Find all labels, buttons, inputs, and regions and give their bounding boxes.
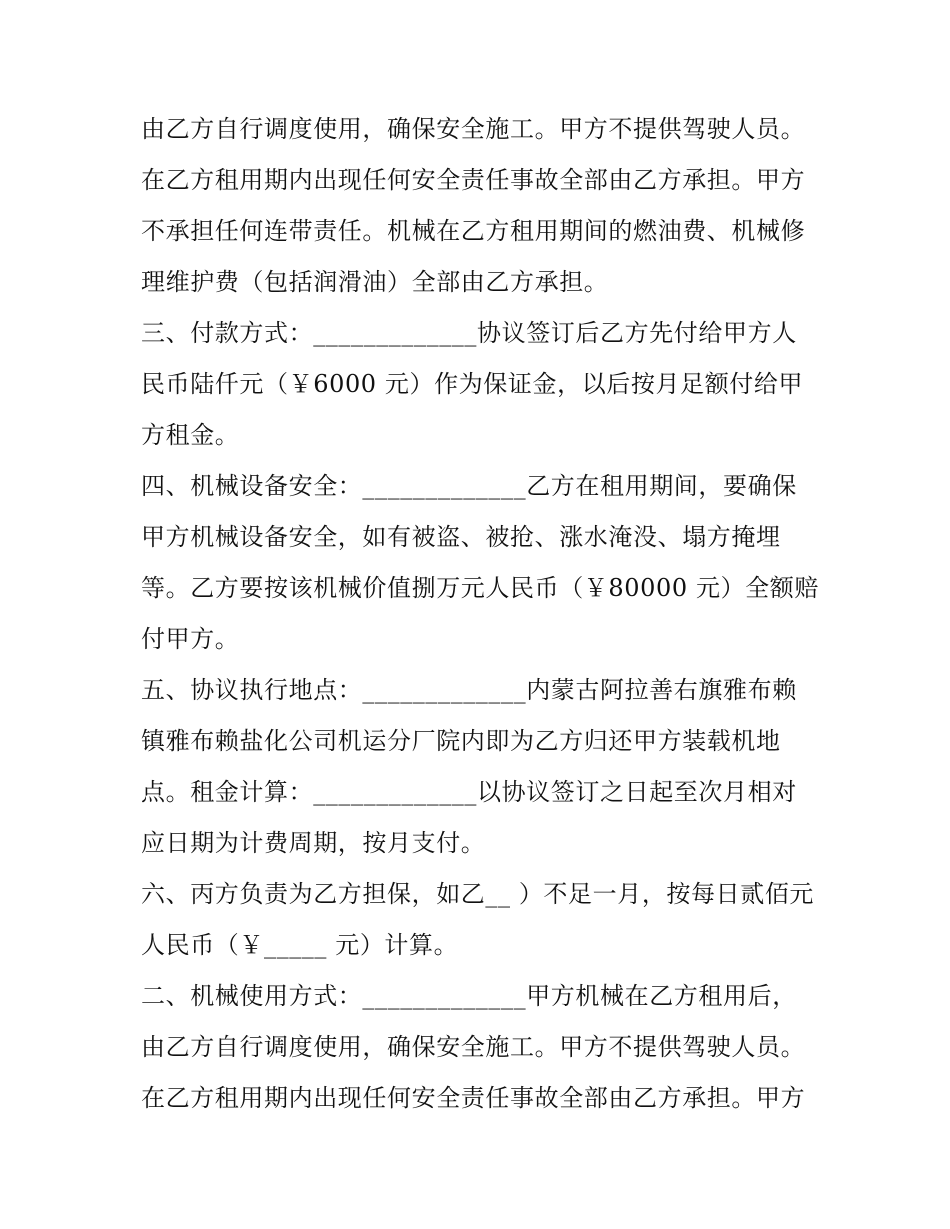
text-line: 理维护费（包括润滑油）全部由乙方承担。 (141, 268, 609, 296)
text-line: 民币陆仟元（￥6000 元）作为保证金，以后按月足额付给甲 (141, 370, 804, 398)
text-line: 人民币（￥_____ 元）计算。 (141, 931, 459, 959)
text-line: 点。租金计算：_____________以协议签订之日起至次月相对 (141, 778, 797, 806)
text-line: 由乙方自行调度使用，确保安全施工。甲方不提供驾驶人员。 (141, 1033, 806, 1061)
text-line: 在乙方租用期内出现任何安全责任事故全部由乙方承担。甲方 (141, 1084, 806, 1112)
text-line: 甲方机械设备安全，如有被盗、被抢、涨水淹没、塌方掩埋 (141, 523, 781, 551)
section-four-safety: 四、机械设备安全：_____________乙方在租用期间，要确保 (141, 472, 797, 500)
section-six-guarantee: 六、丙方负责为乙方担保，如乙__ ）不足一月，按每日贰佰元 (141, 880, 815, 908)
section-two-usage: 二、机械使用方式：_____________甲方机械在乙方租用后， (141, 982, 797, 1010)
text-line: 在乙方租用期内出现任何安全责任事故全部由乙方承担。甲方 (141, 166, 806, 194)
text-line: 不承担任何连带责任。机械在乙方租用期间的燃油费、机械修 (141, 217, 806, 245)
text-line: 付甲方。 (141, 625, 240, 653)
text-line: 等。乙方要按该机械价值捌万元人民币（￥80000 元）全额赔 (141, 574, 819, 602)
text-line: 由乙方自行调度使用，确保安全施工。甲方不提供驾驶人员。 (141, 115, 806, 143)
text-line: 镇雅布赖盐化公司机运分厂院内即为乙方归还甲方装载机地 (141, 727, 781, 755)
document-page (141, 104, 821, 1124)
text-line: 方租金。 (141, 421, 240, 449)
section-three-payment: 三、付款方式：_____________协议签订后乙方先付给甲方人 (141, 319, 797, 347)
text-line: 应日期为计费周期，按月支付。 (141, 829, 486, 857)
section-five-location: 五、协议执行地点：_____________内蒙古阿拉善右旗雅布赖 (141, 676, 797, 704)
